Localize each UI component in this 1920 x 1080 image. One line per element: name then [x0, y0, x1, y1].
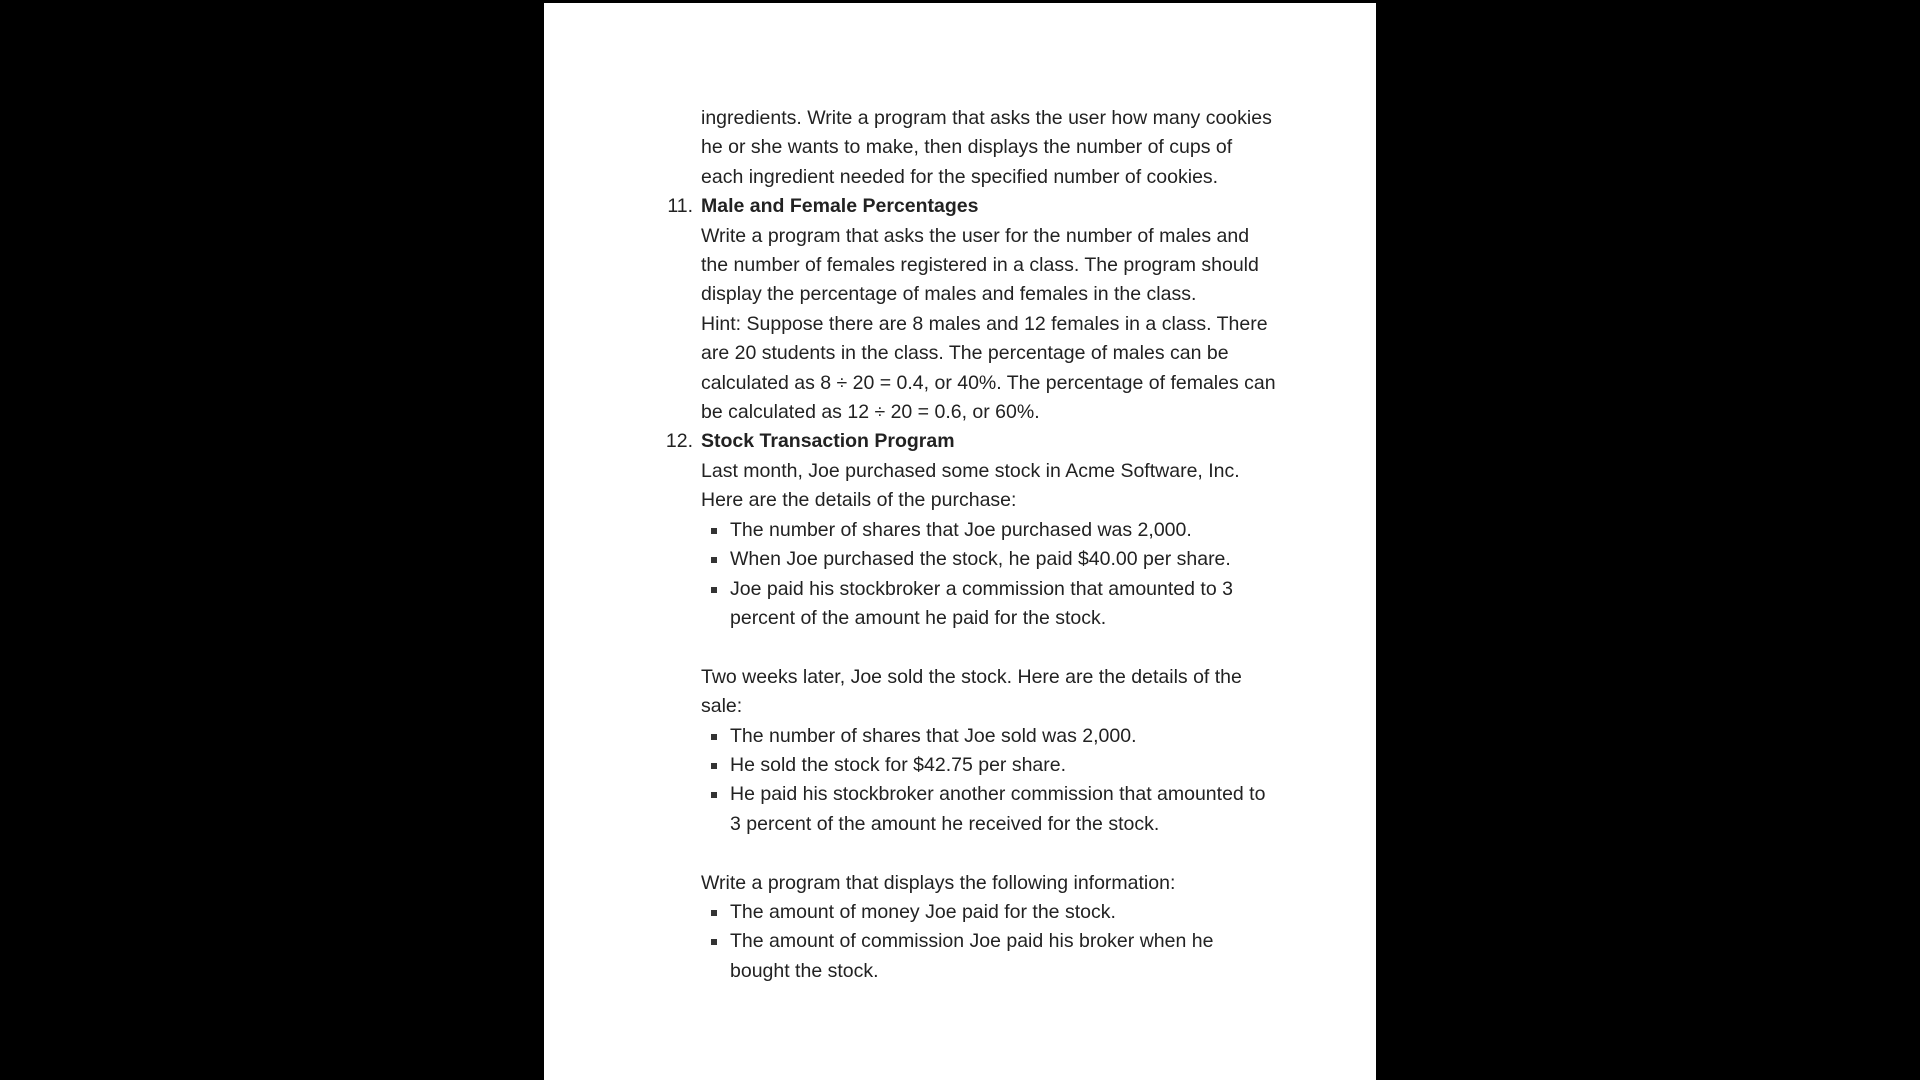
- item-number: 11.: [667, 195, 693, 218]
- list-item: [730, 575, 1301, 634]
- text-line: calculated as 8 ÷ 20 = 0.4, or 40%. The percentage of females can: [701, 371, 1276, 394]
- text-line: He sold the stock for $42.75 per share.: [730, 753, 1067, 776]
- list-item: [730, 751, 1301, 780]
- text-line: sale:: [701, 695, 743, 718]
- text-line: ingredients. Write a program that asks the user how many cookies: [701, 107, 1272, 129]
- text-line: Hint: Suppose there are 8 males and 12 females in a class. There: [701, 312, 1268, 335]
- blank-line: [701, 633, 1301, 662]
- text-line: each ingredient needed for the specified number of cookies.: [701, 165, 1219, 188]
- page-content: [665, 104, 1301, 986]
- text-line: Joe paid his stockbroker a commission that amounted to 3: [730, 577, 1233, 600]
- text-line: The amount of money Joe paid for the stock.: [730, 900, 1116, 923]
- item-number: 12.: [665, 430, 693, 453]
- list-item: [730, 898, 1301, 927]
- text-line: Here are the details of the purchase:: [701, 489, 1017, 512]
- square-bullet-icon: [711, 587, 717, 593]
- text-line: percent of the amount he paid for the stock.: [730, 606, 1107, 629]
- text-line: When Joe purchased the stock, he paid $40.00 per share.: [730, 548, 1231, 571]
- text-line: The number of shares that Joe purchased was 2,000.: [730, 518, 1192, 541]
- item-title: Male and Female Percentages: [701, 195, 979, 218]
- list-item: [730, 780, 1301, 839]
- text-line: He paid his stockbroker another commission that amounted to: [730, 783, 1266, 806]
- text-line: he or she wants to make, then displays the number of cups of: [701, 136, 1233, 159]
- square-bullet-icon: [711, 763, 717, 769]
- text-line: bought the stock.: [730, 959, 879, 982]
- list-item: [730, 722, 1301, 751]
- list-item: [730, 545, 1301, 574]
- text-line: display the percentage of males and females in the class.: [701, 283, 1197, 306]
- text-line: are 20 students in the class. The percentage of males can be: [701, 342, 1229, 365]
- text-line: 3 percent of the amount he received for the stock.: [730, 812, 1160, 835]
- text-line: the number of females registered in a class. The program should: [701, 254, 1259, 277]
- text-line: Write a program that asks the user for the number of males and: [701, 224, 1250, 247]
- sale-details-list: [701, 722, 1301, 840]
- blank-line: [701, 839, 1301, 868]
- text-line: Last month, Joe purchased some stock in Acme Software, Inc.: [701, 459, 1240, 482]
- exercise-item-12: [665, 427, 1301, 986]
- intro-paragraph: [701, 104, 1301, 192]
- square-bullet-icon: [711, 528, 717, 534]
- text-line: Write a program that displays the following information:: [701, 871, 1176, 894]
- item-title: Stock Transaction Program: [701, 430, 955, 453]
- list-item: [730, 516, 1301, 545]
- list-item: [730, 927, 1301, 986]
- text-line: be calculated as 12 ÷ 20 = 0.6, or 60%.: [701, 401, 1040, 424]
- text-line: The number of shares that Joe sold was 2,000.: [730, 724, 1137, 747]
- purchase-details-list: [701, 516, 1301, 634]
- square-bullet-icon: [711, 792, 717, 798]
- exercise-item-11: [667, 192, 1301, 427]
- square-bullet-icon: [711, 910, 717, 916]
- square-bullet-icon: [711, 557, 717, 563]
- square-bullet-icon: [711, 734, 717, 740]
- text-line: The amount of commission Joe paid his broker when he: [730, 930, 1214, 953]
- display-info-list: [701, 898, 1301, 986]
- text-line: Two weeks later, Joe sold the stock. Here are the details of the: [701, 665, 1242, 688]
- document-page: [544, 3, 1376, 1080]
- square-bullet-icon: [711, 939, 717, 945]
